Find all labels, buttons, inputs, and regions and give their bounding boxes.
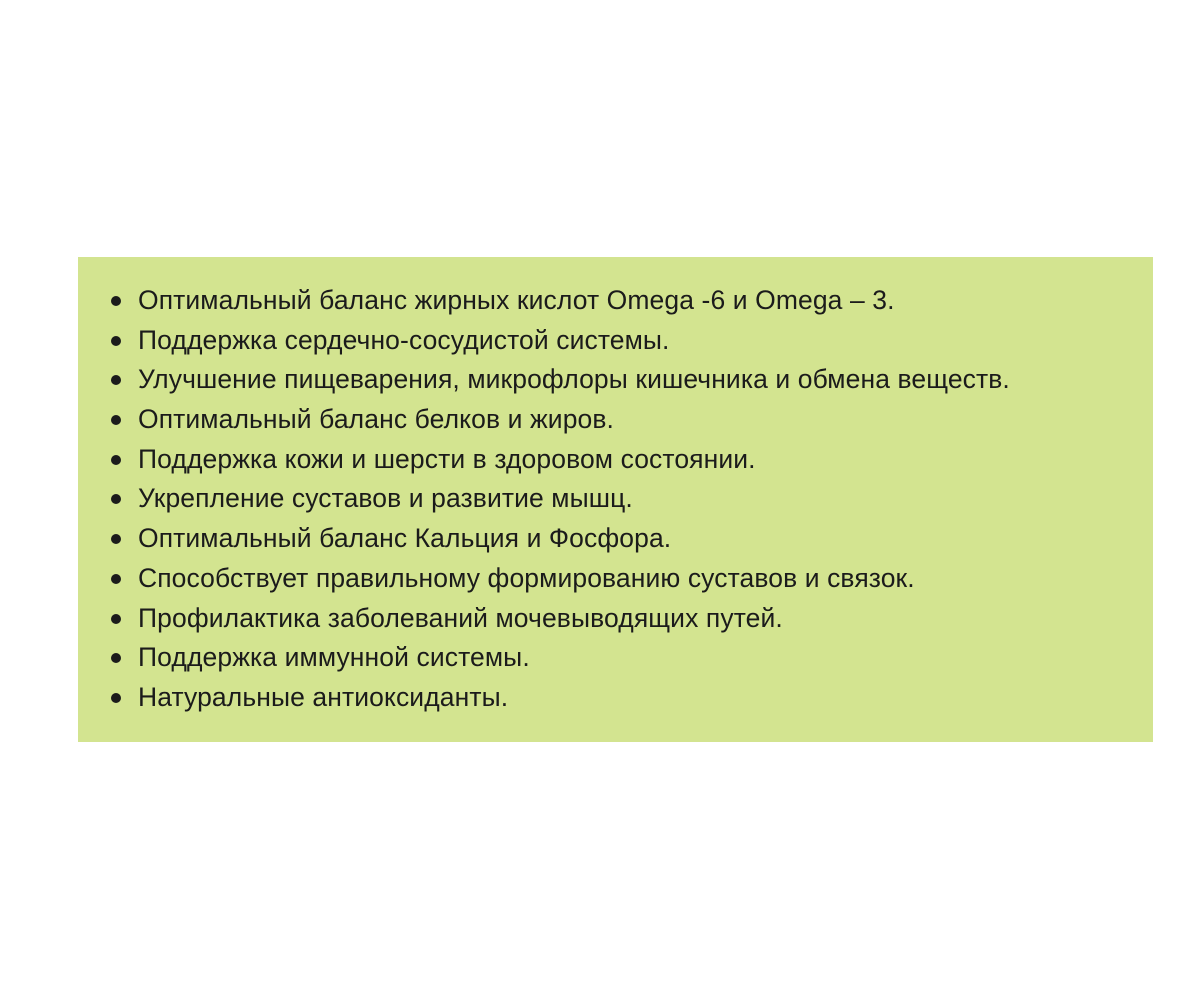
bullet-icon — [111, 534, 121, 544]
list-item — [78, 599, 1153, 639]
list-item — [78, 281, 1153, 321]
bullet-icon — [111, 574, 121, 584]
list-item-text: Оптимальный баланс жирных кислот Omega -6 и Omega – 3. — [138, 285, 895, 315]
benefits-list — [78, 281, 1153, 718]
list-item-text: Поддержка сердечно-сосудистой системы. — [138, 324, 670, 355]
list-item-text: Поддержка иммунной системы. — [138, 642, 530, 673]
list-item-text: Оптимальный баланс Кальция и Фосфора. — [138, 523, 672, 554]
bullet-icon — [111, 614, 121, 624]
bullet-icon — [111, 653, 121, 663]
bullet-icon — [111, 494, 121, 504]
bullet-icon — [111, 455, 121, 465]
list-item — [78, 321, 1153, 361]
bullet-icon — [111, 336, 121, 346]
list-item — [78, 440, 1153, 480]
list-item-text: Укрепление суставов и развитие мышц. — [138, 483, 633, 514]
benefits-panel — [78, 257, 1153, 742]
bullet-icon — [111, 375, 121, 385]
bullet-icon — [111, 415, 121, 425]
list-item-text: Улучшение пищеварения, микрофлоры кишечника и обмена веществ. — [138, 364, 1010, 395]
bullet-icon — [111, 296, 121, 306]
list-item — [78, 559, 1153, 599]
list-item — [78, 400, 1153, 440]
list-item — [78, 360, 1153, 400]
list-item-text: Натуральные антиоксиданты. — [138, 681, 509, 712]
list-item — [78, 638, 1153, 678]
list-item — [78, 678, 1153, 718]
bullet-icon — [111, 693, 121, 703]
list-item-text: Поддержка кожи и шерсти в здоровом состоянии. — [138, 443, 756, 474]
list-item — [78, 479, 1153, 519]
list-item-text: Способствует правильному формированию суставов и связок. — [138, 562, 915, 593]
list-item — [78, 519, 1153, 559]
list-item-text: Профилактика заболеваний мочевыводящих путей. — [138, 602, 783, 633]
list-item-text: Оптимальный баланс белков и жиров. — [138, 404, 615, 435]
